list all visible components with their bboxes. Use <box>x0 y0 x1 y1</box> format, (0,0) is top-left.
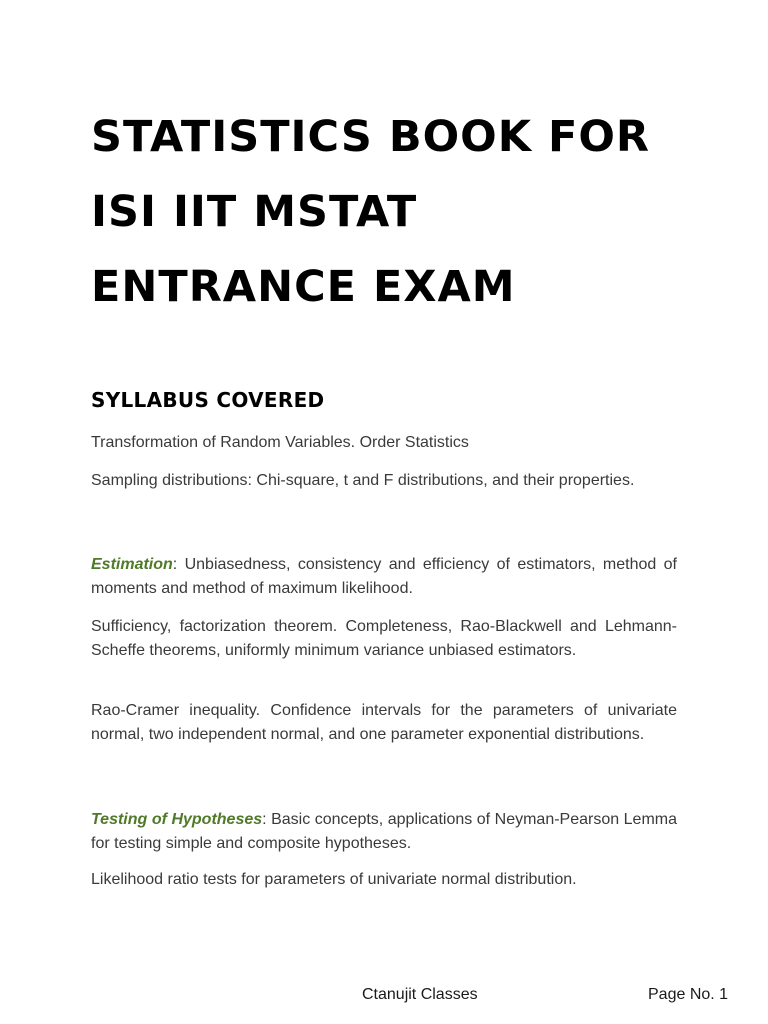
title-line-2: ISI IIT MSTAT <box>91 187 418 237</box>
title-line-1: STATISTICS BOOK FOR <box>91 112 651 162</box>
estimation-text: : Unbiasedness, consistency and efficiency of estimators, method of moments and method of maximum likelihood. <box>91 556 677 597</box>
paragraph-sufficiency: Sufficiency, factorization theorem. Completeness, Rao-Blackwell and Lehmann-Scheffe theorems, uniformly minimum variance unbiased estimators. <box>91 618 677 659</box>
paragraph-rao-cramer: Rao-Cramer inequality. Confidence intervals for the parameters of univariate normal, two independent normal, and one parameter exponential distributions. <box>91 702 677 743</box>
footer-publisher: Ctanujit Classes <box>362 986 478 1003</box>
paragraph-transformation: Transformation of Random Variables. Order Statistics <box>91 434 469 451</box>
footer-page-number: Page No. 1 <box>648 986 729 1003</box>
testing-hypotheses-text: : Basic concepts, applications of Neyman-Pearson Lemma for testing simple and composite hypotheses. <box>91 811 678 852</box>
document-title <box>91 100 711 325</box>
title-line-3: ENTRANCE EXAM <box>91 262 516 312</box>
paragraph-estimation <box>91 553 677 601</box>
testing-hypotheses-label: Testing of Hypotheses <box>91 811 263 828</box>
paragraph-likelihood-ratio: Likelihood ratio tests for parameters of univariate normal distribution. <box>91 871 577 888</box>
paragraph-sampling-distributions: Sampling distributions: Chi-square, t and F distributions, and their properties. <box>91 472 635 489</box>
syllabus-heading: SYLLABUS COVERED <box>91 388 325 412</box>
estimation-label: Estimation <box>91 556 173 573</box>
paragraph-testing-hypotheses <box>91 808 677 856</box>
